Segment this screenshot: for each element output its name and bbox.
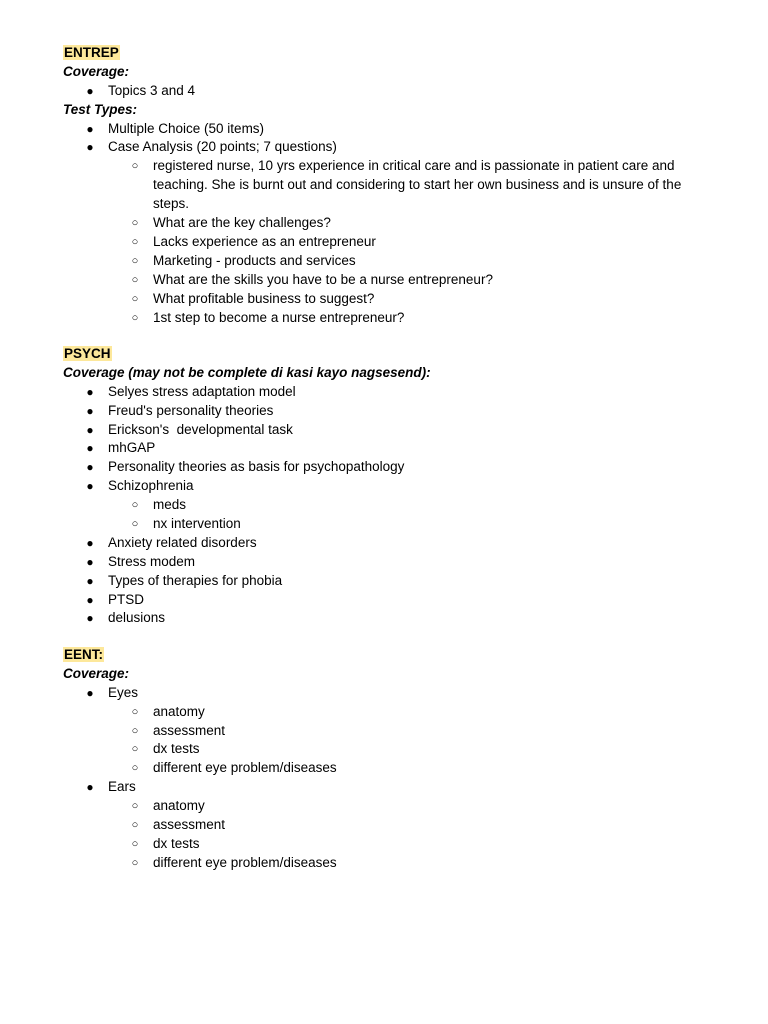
- list-item: ● mhGAP: [63, 439, 753, 458]
- list-item: ● Topics 3 and 4: [63, 82, 753, 101]
- bullet-icon: ●: [86, 83, 94, 98]
- list-item: ● Selyes stress adaptation model: [63, 383, 753, 402]
- psych-section: [63, 345, 753, 628]
- hollow-bullet-icon: ○: [131, 311, 139, 324]
- bullet-icon: ●: [86, 685, 94, 700]
- list-item: ○ 1st step to become a nurse entrepreneur?: [63, 309, 753, 328]
- eent-heading: EENT:: [64, 647, 104, 662]
- list-item: ● Ears: [63, 778, 753, 797]
- bullet-icon: ●: [86, 384, 94, 399]
- list-item: ● Personality theories as basis for psychopathology: [63, 458, 753, 477]
- eent-section: [63, 646, 753, 873]
- list-item: ● Multiple Choice (50 items): [63, 120, 753, 139]
- hollow-bullet-icon: ○: [131, 705, 139, 718]
- bullet-icon: ●: [86, 140, 94, 155]
- list-item: ● Freud's personality theories: [63, 402, 753, 421]
- hollow-bullet-icon: ○: [131, 254, 139, 267]
- list-item: ○ nx intervention: [63, 515, 753, 534]
- bullet-icon: ●: [86, 611, 94, 626]
- hollow-bullet-icon: ○: [131, 217, 139, 230]
- hollow-bullet-icon: ○: [131, 819, 139, 832]
- list-item: ○ dx tests: [63, 835, 753, 854]
- hollow-bullet-icon: ○: [131, 235, 139, 248]
- list-item: ● Types of therapies for phobia: [63, 572, 753, 591]
- hollow-bullet-icon: ○: [131, 837, 139, 850]
- bullet-icon: ●: [86, 573, 94, 588]
- entrep-coverage-label: Coverage:: [63, 63, 130, 79]
- list-item: ● Anxiety related disorders: [63, 534, 753, 553]
- bullet-icon: ●: [86, 592, 94, 607]
- hollow-bullet-icon: ○: [131, 856, 139, 869]
- bullet-icon: ●: [86, 479, 94, 494]
- hollow-bullet-icon: ○: [131, 499, 139, 512]
- bullet-icon: ●: [86, 554, 94, 569]
- list-item: ○ different eye problem/diseases: [63, 759, 753, 778]
- list-item: ○ dx tests: [63, 740, 753, 759]
- hollow-bullet-icon: ○: [131, 724, 139, 737]
- bullet-icon: ●: [86, 780, 94, 795]
- hollow-bullet-icon: ○: [131, 743, 139, 756]
- list-item: ● PTSD: [63, 591, 753, 610]
- list-item: ○ anatomy: [63, 797, 753, 816]
- list-item: ● Schizophrenia: [63, 477, 753, 496]
- bullet-icon: ●: [86, 121, 94, 136]
- bullet-icon: ●: [86, 460, 94, 475]
- bullet-icon: ●: [86, 535, 94, 550]
- eent-coverage-label: Coverage:: [63, 665, 130, 681]
- psych-coverage-label: Coverage (may not be complete di kasi kayo nagsesend):: [63, 364, 431, 380]
- list-item: ○ assessment: [63, 816, 753, 835]
- hollow-bullet-icon: ○: [131, 800, 139, 813]
- hollow-bullet-icon: ○: [131, 762, 139, 775]
- hollow-bullet-icon: ○: [131, 160, 139, 173]
- hollow-bullet-icon: ○: [131, 273, 139, 286]
- list-item: ○ Marketing - products and services: [63, 252, 753, 271]
- list-item: ○ What are the key challenges?: [63, 214, 753, 233]
- list-item: ○ What profitable business to suggest?: [63, 290, 753, 309]
- list-item: ● Case Analysis (20 points; 7 questions): [63, 138, 753, 157]
- list-item: ● delusions: [63, 609, 753, 628]
- list-item: ● Eyes: [63, 684, 753, 703]
- list-item: ○ meds: [63, 496, 753, 515]
- bullet-icon: ●: [86, 422, 94, 437]
- entrep-test-types-label: Test Types:: [63, 101, 138, 117]
- bullet-icon: ●: [86, 441, 94, 456]
- list-item: ○ What are the skills you have to be a nurse entrepreneur?: [63, 271, 753, 290]
- hollow-bullet-icon: ○: [131, 518, 139, 531]
- entrep-heading: ENTREP: [64, 45, 119, 60]
- psych-heading: PSYCH: [64, 346, 111, 361]
- list-item: ○ different eye problem/diseases: [63, 854, 753, 873]
- list-item: ● Stress modem: [63, 553, 753, 572]
- list-item: ○ registered nurse, 10 yrs experience in critical care and is passionate in patient care and teaching. She is burnt out and considering to start her own business and is unsure of the steps.: [63, 157, 693, 214]
- list-item: ● Erickson's developmental task: [63, 421, 753, 440]
- list-item: ○ assessment: [63, 722, 753, 741]
- list-item: ○ anatomy: [63, 703, 753, 722]
- entrep-section: [63, 44, 753, 327]
- bullet-icon: ●: [86, 403, 94, 418]
- list-item: ○ Lacks experience as an entrepreneur: [63, 233, 753, 252]
- hollow-bullet-icon: ○: [131, 292, 139, 305]
